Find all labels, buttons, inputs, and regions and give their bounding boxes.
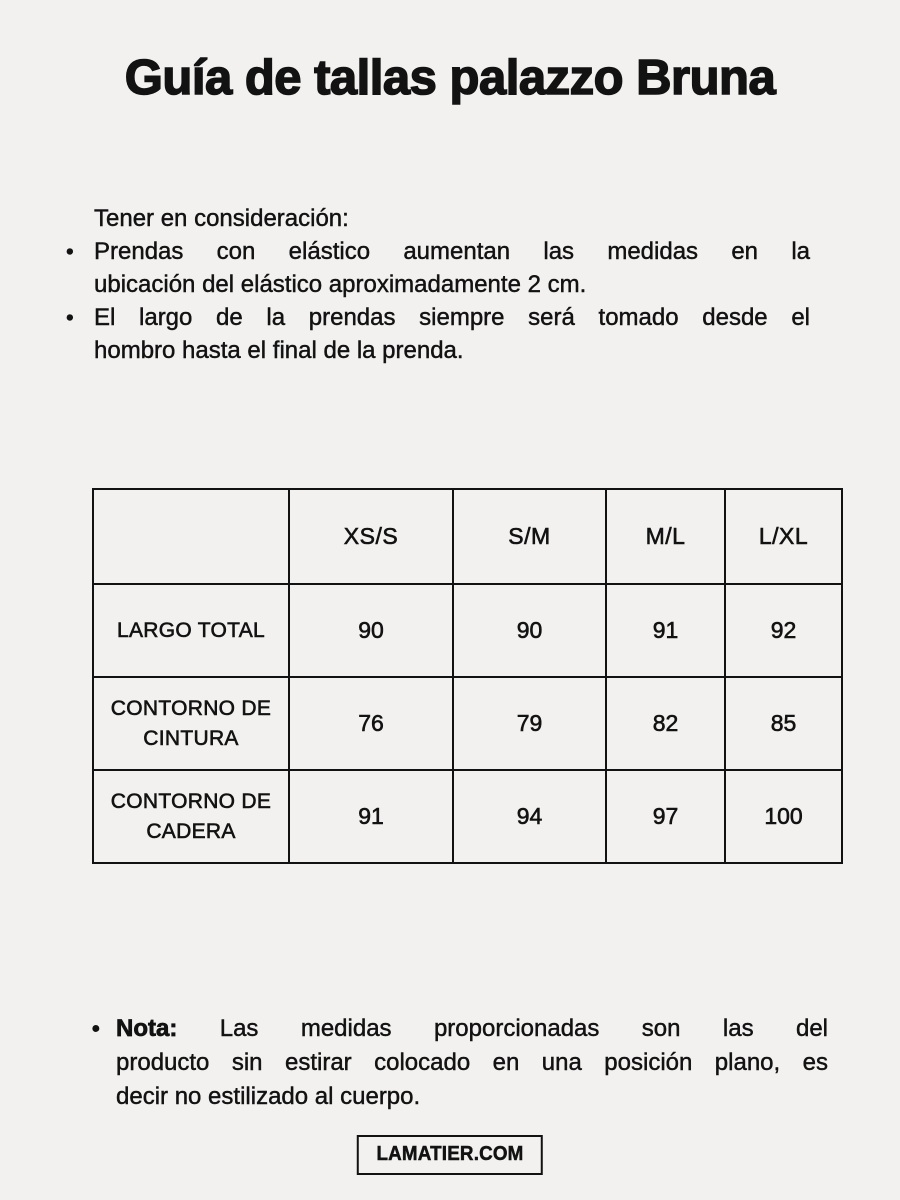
- consideration-bullet-1: [66, 235, 810, 301]
- size-table: [92, 488, 843, 864]
- table-cell: 85: [725, 677, 842, 770]
- bullet-icon: •: [66, 239, 74, 264]
- table-cell: 91: [289, 770, 453, 863]
- table-header-cell-empty: [93, 489, 289, 584]
- table-cell: 94: [453, 770, 606, 863]
- considerations-section: [66, 202, 810, 367]
- bullet-line: ubicación del elástico aproximadamente 2 cm.: [94, 271, 587, 298]
- table-cell: 91: [606, 584, 725, 677]
- table-row-label: LARGO TOTAL: [93, 584, 289, 677]
- note-section: [92, 1012, 828, 1114]
- table-header-cell-s-m: S/M: [453, 489, 606, 584]
- considerations-intro: Tener en consideración:: [94, 205, 349, 232]
- note-label: Nota:: [116, 1015, 178, 1042]
- note-text: [116, 1012, 828, 1114]
- table-row: [93, 584, 842, 677]
- table-cell: 97: [606, 770, 725, 863]
- bullet-line: El largo de la prendas siempre será tomado desde el: [94, 304, 810, 331]
- bullet-line: hombro hasta el final de la prenda.: [94, 337, 464, 364]
- table-header-cell-m-l: M/L: [606, 489, 725, 584]
- note-line-rest: Las medidas proporcionadas son las del: [177, 1015, 828, 1042]
- bullet-text: [94, 235, 810, 301]
- bullet-line: Prendas con elástico aumentan las medidas en la: [94, 238, 810, 265]
- table-row-label: CONTORNO DE CADERA: [93, 770, 289, 863]
- bullet-text: [94, 301, 810, 367]
- brand-box: [357, 1135, 543, 1175]
- table-header-cell-xs-s: XS/S: [289, 489, 453, 584]
- page-title: Guía de tallas palazzo Bruna: [124, 51, 776, 105]
- table-cell: 79: [453, 677, 606, 770]
- bullet-icon: •: [92, 1016, 100, 1041]
- note-line: [116, 1012, 828, 1046]
- brand-text: LAMATIER.COM: [376, 1143, 524, 1165]
- bullet-icon: •: [66, 305, 74, 330]
- table-row: [93, 677, 842, 770]
- table-row: [93, 770, 842, 863]
- table-cell: 100: [725, 770, 842, 863]
- note-line: producto sin estirar colocado en una posición plano, es: [116, 1049, 828, 1076]
- table-cell: 92: [725, 584, 842, 677]
- consideration-bullet-2: [66, 301, 810, 367]
- table-cell: 76: [289, 677, 453, 770]
- table-header-cell-l-xl: L/XL: [725, 489, 842, 584]
- table-cell: 82: [606, 677, 725, 770]
- note-bullet: [92, 1012, 828, 1114]
- note-line: decir no estilizado al cuerpo.: [116, 1083, 421, 1110]
- table-row-label: CONTORNO DE CINTURA: [93, 677, 289, 770]
- table-cell: 90: [453, 584, 606, 677]
- table-cell: 90: [289, 584, 453, 677]
- table-header-row: [93, 489, 842, 584]
